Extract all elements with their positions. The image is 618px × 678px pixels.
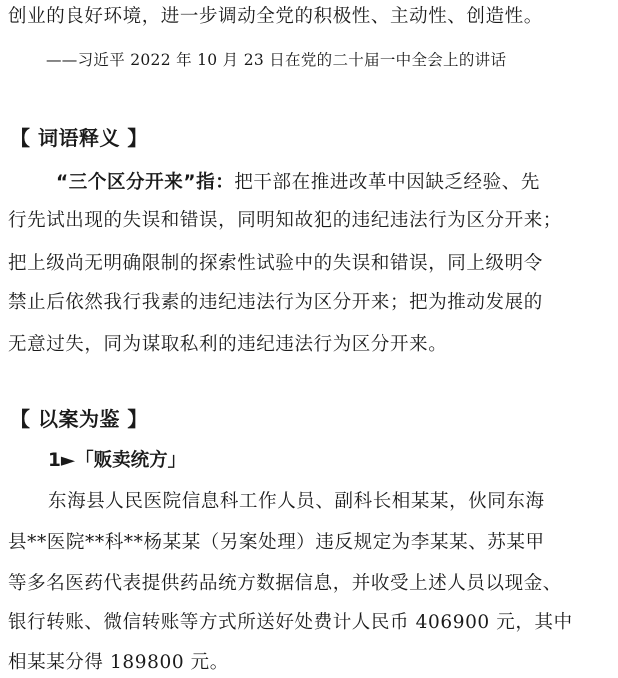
glossary-line: 禁止后依然我行我素的违纪违法行为区分开来；把为推动发展的 [8,292,543,313]
quote-last-line: 创业的良好环境，进一步调动全党的积极性、主动性、创造性。 [8,6,543,27]
case-line: 相某某分得 189800 元。 [8,652,229,673]
case-heading: 【 以案为鉴 】 [10,407,148,431]
glossary-line: 把上级尚无明确限制的探索性试验中的失误和错误，同上级明令 [8,253,543,274]
glossary-heading: 【 词语释义 】 [10,126,148,150]
glossary-first-line [56,170,608,196]
glossary-line: 把干部在推进改革中因缺乏经验、先 [234,172,540,193]
case-line: 县**医院**科**杨某某（另案处理）违反规定为李某某、苏某甲 [8,532,545,553]
glossary-term: “三个区分开来”指： [56,172,235,193]
case-line: 东海县人民医院信息科工作人员、副科长相某某，伙同东海 [48,491,545,512]
glossary-line: 无意过失，同为谋取私利的违纪违法行为区分开来。 [8,334,448,355]
case-line: 银行转账、微信转账等方式所送好处费计人民币 406900 元，其中 [8,612,573,633]
glossary-line: 行先试出现的失误和错误，同明知故犯的违纪违法行为区分开来； [8,210,562,231]
case-subheading: 1►「贩卖统方」 [48,450,187,471]
quote-attribution: ——习近平 2022 年 10 月 23 日在党的二十届一中全会上的讲话 [46,51,507,69]
case-line: 等多名医药代表提供药品统方数据信息，并收受上述人员以现金、 [8,573,562,594]
